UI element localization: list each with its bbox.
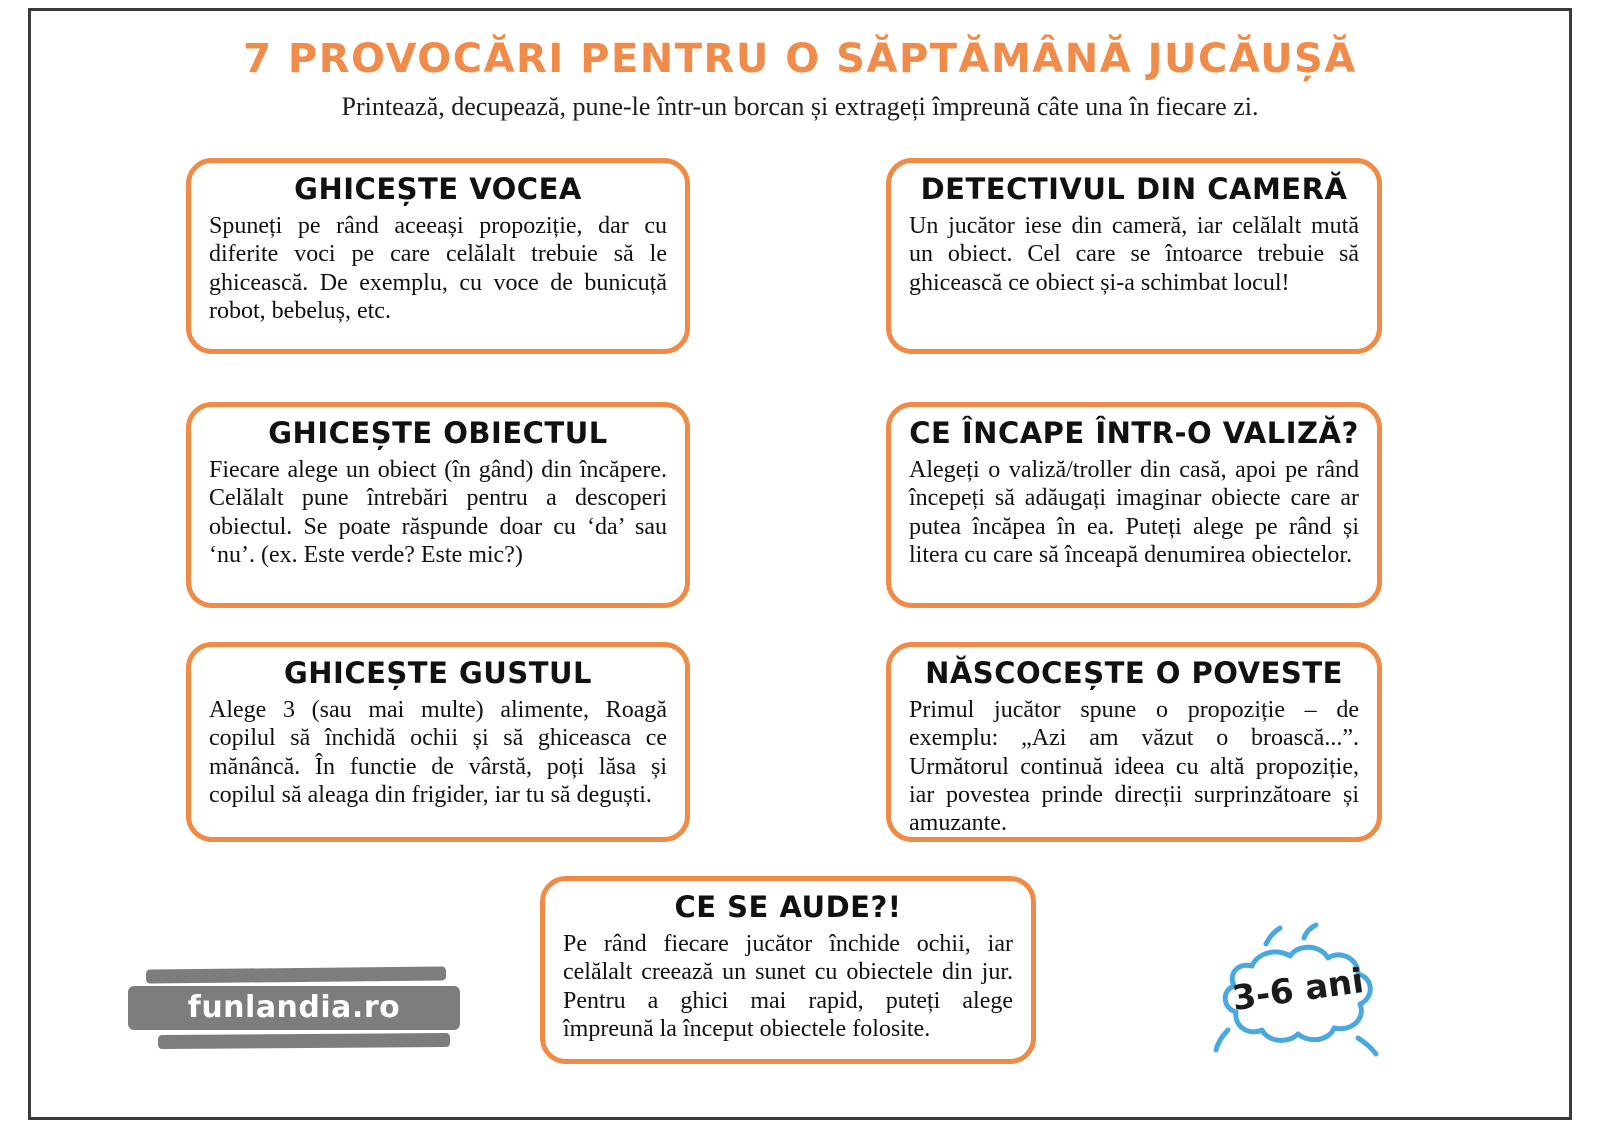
card-title: CE SE AUDE?! bbox=[674, 890, 902, 924]
card-body: Primul jucător spune o propoziție – de exemplu: „Azi am văzut o broască...”. Următorul continuă ideea cu altă propoziție, iar povestea prinde direcții surprinzătoare și amuzante. bbox=[909, 697, 1359, 836]
challenge-card bbox=[186, 402, 690, 608]
card-body: Spuneți pe rând aceeași propoziție, dar cu diferite voci pe care celălalt trebuie să le ghicească. De exemplu, cu voce de bunicuță robot, bebeluș, etc. bbox=[209, 213, 667, 324]
card-title: GHICEȘTE VOCEA bbox=[294, 172, 582, 206]
age-badge bbox=[1208, 922, 1388, 1058]
challenge-card bbox=[186, 642, 690, 842]
card-body: Fiecare alege un obiect (în gând) din încăpere. Celălalt pune întrebări pentru a descoperi obiectul. Se poate răspunde doar cu ‘da’ sau ‘nu’. (ex. Este verde? Este mic?) bbox=[209, 457, 667, 568]
logo-brush-stroke-bottom bbox=[158, 1033, 450, 1049]
card-title: CE ÎNCAPE ÎNTR-O VALIZĂ? bbox=[909, 416, 1359, 450]
logo-brush-stroke-top bbox=[146, 966, 446, 983]
card-title: DETECTIVUL DIN CAMERĂ bbox=[920, 172, 1348, 206]
card-body: Alege 3 (sau mai multe) alimente, Roagă copilul să închidă ochii și să ghiceasca ce mănâncă. În functie de vârstă, poți lăsa și copilul să aleaga din frigider, iar tu să deguști. bbox=[209, 697, 667, 808]
card-body: Un jucător iese din cameră, iar celălalt mută un obiect. Cel care se întoarce trebuie să ghicească ce obiect și-a schimbat locul! bbox=[909, 213, 1359, 296]
card-title: GHICEȘTE GUSTUL bbox=[283, 656, 593, 690]
challenge-card bbox=[886, 402, 1382, 608]
challenge-card bbox=[886, 158, 1382, 354]
challenge-card bbox=[186, 158, 690, 354]
challenge-card bbox=[886, 642, 1382, 842]
page-subtitle: Printează, decupează, pune-le într-un borcan și extrageți împreună câte una în fiecare zi. bbox=[341, 92, 1259, 121]
challenge-card bbox=[540, 876, 1036, 1064]
card-title: GHICEȘTE OBIECTUL bbox=[268, 416, 608, 450]
brand-logo bbox=[128, 966, 464, 1052]
card-body: Pe rând fiecare jucător închide ochii, iar celălalt creează un sunet cu obiectele din jur. Pentru a ghici mai rapid, puteți alege împreună la început obiectele folosite. bbox=[563, 931, 1013, 1042]
age-badge-label: 3-6 ani bbox=[1229, 961, 1367, 1019]
page-title: 7 PROVOCĂRI PENTRU O SĂPTĂMÂNĂ JUCĂUȘĂ bbox=[243, 36, 1357, 82]
logo-text: funlandia.ro bbox=[187, 990, 401, 1025]
card-title: NĂSCOCEȘTE O POVESTE bbox=[925, 656, 1343, 690]
card-body: Alegeți o valiză/troller din casă, apoi pe rând începeți să adăugați imaginar obiecte care ar putea încăpea în ea. Puteți alege pe rând și litera cu care să înceapă denumirea obiectelor. bbox=[909, 457, 1359, 568]
